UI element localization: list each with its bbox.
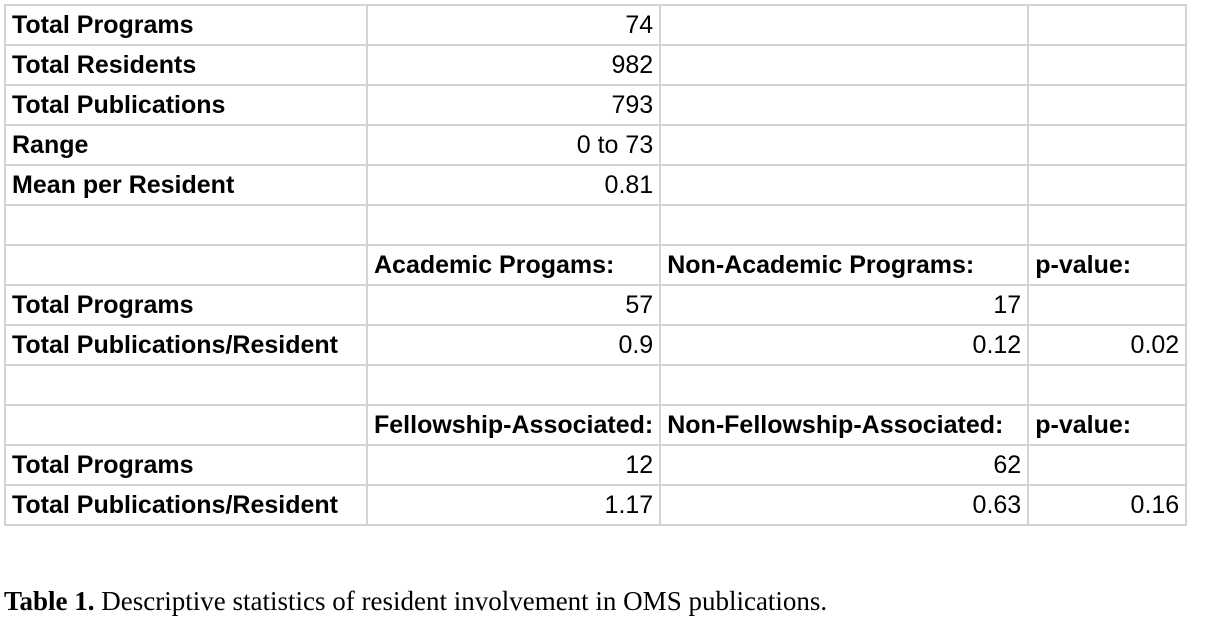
empty-cell[interactable] — [1028, 125, 1186, 165]
cell-value[interactable]: 793 — [367, 85, 660, 125]
cell-value[interactable]: 1.17 — [367, 485, 660, 525]
table-row — [5, 5, 1186, 45]
cell-value[interactable] — [1028, 445, 1186, 485]
empty-cell[interactable] — [5, 205, 367, 245]
cell-value[interactable]: 62 — [660, 445, 1028, 485]
row-label[interactable]: Total Publications/Resident — [5, 325, 367, 365]
cell-value[interactable]: 74 — [367, 5, 660, 45]
cell-value[interactable]: 17 — [660, 285, 1028, 325]
cell-value[interactable]: 0.9 — [367, 325, 660, 365]
table-row — [5, 445, 1186, 485]
empty-cell[interactable] — [5, 365, 367, 405]
empty-cell[interactable] — [1028, 165, 1186, 205]
p-value-header[interactable]: p-value: — [1028, 405, 1186, 445]
cell-value[interactable]: 12 — [367, 445, 660, 485]
row-label[interactable]: Total Programs — [5, 445, 367, 485]
cell-value[interactable]: 0.81 — [367, 165, 660, 205]
empty-cell[interactable] — [660, 5, 1028, 45]
empty-cell[interactable] — [660, 365, 1028, 405]
row-label[interactable]: Total Programs — [5, 5, 367, 45]
statistics-table — [4, 4, 1187, 526]
empty-cell[interactable] — [1028, 365, 1186, 405]
academic-header[interactable]: Academic Progams: — [367, 245, 660, 285]
table-row-blank — [5, 365, 1186, 405]
empty-cell[interactable] — [660, 165, 1028, 205]
empty-cell[interactable] — [5, 245, 367, 285]
non-academic-header[interactable]: Non-Academic Programs: — [660, 245, 1028, 285]
caption-text: Descriptive statistics of resident involvement in OMS publications. — [94, 586, 828, 616]
cell-value[interactable]: 0.02 — [1028, 325, 1186, 365]
cell-value[interactable]: 0.63 — [660, 485, 1028, 525]
cell-value[interactable] — [1028, 285, 1186, 325]
empty-cell[interactable] — [660, 125, 1028, 165]
academic-header-row — [5, 245, 1186, 285]
cell-value[interactable]: 0.12 — [660, 325, 1028, 365]
table-row — [5, 45, 1186, 85]
table-row — [5, 165, 1186, 205]
table-row-blank — [5, 205, 1186, 245]
table-row — [5, 125, 1186, 165]
empty-cell[interactable] — [660, 205, 1028, 245]
cell-value[interactable]: 57 — [367, 285, 660, 325]
cell-value[interactable]: 0 to 73 — [367, 125, 660, 165]
empty-cell[interactable] — [1028, 45, 1186, 85]
row-label[interactable]: Mean per Resident — [5, 165, 367, 205]
caption-label: Table 1. — [4, 586, 95, 616]
empty-cell[interactable] — [660, 45, 1028, 85]
row-label[interactable]: Total Publications — [5, 85, 367, 125]
empty-cell[interactable] — [660, 85, 1028, 125]
cell-value[interactable]: 0.16 — [1028, 485, 1186, 525]
row-label[interactable]: Total Publications/Resident — [5, 485, 367, 525]
table-row — [5, 325, 1186, 365]
fellowship-header-row — [5, 405, 1186, 445]
empty-cell[interactable] — [367, 365, 660, 405]
row-label[interactable]: Range — [5, 125, 367, 165]
empty-cell[interactable] — [1028, 85, 1186, 125]
table-row — [5, 485, 1186, 525]
non-fellowship-header[interactable]: Non-Fellowship-Associated: — [660, 405, 1028, 445]
p-value-header[interactable]: p-value: — [1028, 245, 1186, 285]
table-caption — [4, 586, 827, 617]
row-label[interactable]: Total Residents — [5, 45, 367, 85]
table-row — [5, 85, 1186, 125]
empty-cell[interactable] — [1028, 205, 1186, 245]
empty-cell[interactable] — [1028, 5, 1186, 45]
cell-value[interactable]: 982 — [367, 45, 660, 85]
empty-cell[interactable] — [5, 405, 367, 445]
table-row — [5, 285, 1186, 325]
empty-cell[interactable] — [367, 205, 660, 245]
fellowship-header[interactable]: Fellowship-Associated: — [367, 405, 660, 445]
row-label[interactable]: Total Programs — [5, 285, 367, 325]
